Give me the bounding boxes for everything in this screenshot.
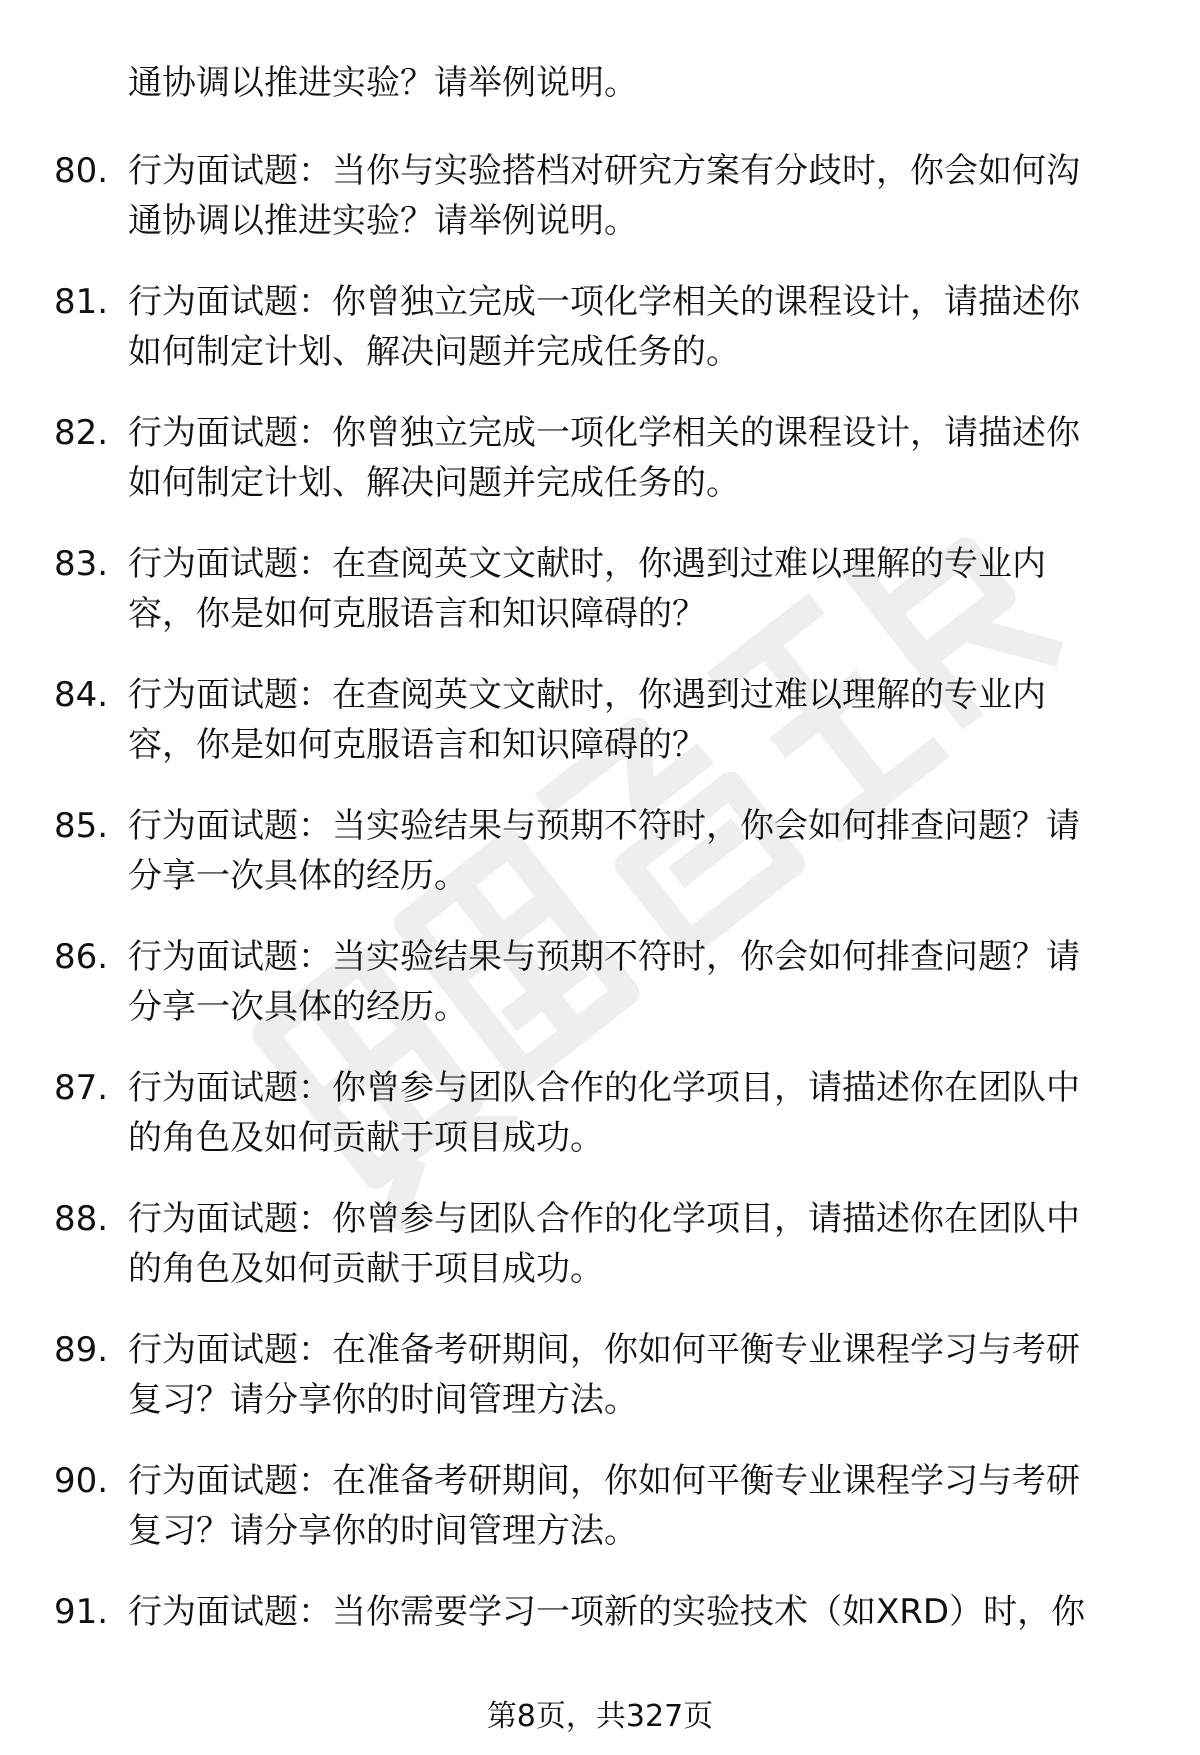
question-text-line: 行为面试题：你曾参与团队合作的化学项目，请描述你在团队中 xyxy=(128,1068,1080,1108)
question-text xyxy=(128,408,1140,508)
question-text-line: 行为面试题：在查阅英文文献时，你遇到过难以理解的专业内 xyxy=(128,675,1046,715)
question-item xyxy=(0,146,1200,277)
question-item xyxy=(0,801,1200,932)
question-text-line: 如何制定计划、解决问题并完成任务的。 xyxy=(128,332,740,372)
question-text xyxy=(128,801,1140,901)
question-text-line: 行为面试题：你曾独立完成一项化学相关的课程设计，请描述你 xyxy=(128,413,1080,453)
question-number: 80. xyxy=(54,151,109,191)
question-text xyxy=(128,1194,1140,1294)
question-number: 82. xyxy=(54,413,109,453)
question-text xyxy=(128,277,1140,377)
question-text xyxy=(128,1587,1140,1637)
question-text xyxy=(128,1456,1140,1556)
question-text-line: 行为面试题：在查阅英文文献时，你遇到过难以理解的专业内 xyxy=(128,544,1046,584)
question-text-line: 行为面试题：当实验结果与预期不符时，你会如何排查问题？请 xyxy=(128,806,1080,846)
question-item xyxy=(0,932,1200,1063)
question-number: 91. xyxy=(54,1592,109,1632)
question-list xyxy=(0,146,1200,1718)
question-text-line: 如何制定计划、解决问题并完成任务的。 xyxy=(128,463,740,503)
question-text xyxy=(128,146,1140,246)
question-text-line: 容，你是如何克服语言和知识障碍的？ xyxy=(128,594,706,634)
question-number: 85. xyxy=(54,806,109,846)
continued-question-text: 通协调以推进实验？请举例说明。 xyxy=(128,63,638,103)
question-text-line: 行为面试题：当实验结果与预期不符时，你会如何排查问题？请 xyxy=(128,937,1080,977)
question-text-line: 复习？请分享你的时间管理方法。 xyxy=(128,1380,638,1420)
question-item xyxy=(0,1325,1200,1456)
question-number: 90. xyxy=(54,1461,109,1501)
question-text-line: 行为面试题：当你与实验搭档对研究方案有分歧时，你会如何沟 xyxy=(128,151,1080,191)
question-text-line: 行为面试题：在准备考研期间，你如何平衡专业课程学习与考研 xyxy=(128,1461,1080,1501)
question-item xyxy=(0,408,1200,539)
page-number-footer: 第8页，共327页 xyxy=(486,1699,714,1734)
question-number: 84. xyxy=(54,675,109,715)
question-text xyxy=(128,670,1140,770)
question-text-line: 分享一次具体的经历。 xyxy=(128,987,468,1027)
question-text-line: 分享一次具体的经历。 xyxy=(128,856,468,896)
question-text xyxy=(128,539,1140,639)
question-text-line: 行为面试题：你曾参与团队合作的化学项目，请描述你在团队中 xyxy=(128,1199,1080,1239)
question-number: 88. xyxy=(54,1199,109,1239)
question-item xyxy=(0,1456,1200,1587)
question-text-line: 行为面试题：当你需要学习一项新的实验技术（如XRD）时，你 xyxy=(128,1592,1086,1632)
question-text-line: 行为面试题：你曾独立完成一项化学相关的课程设计，请描述你 xyxy=(128,282,1080,322)
question-text-line: 的角色及如何贡献于项目成功。 xyxy=(128,1249,604,1289)
question-text xyxy=(128,1325,1140,1425)
question-item xyxy=(0,539,1200,670)
question-text-line: 复习？请分享你的时间管理方法。 xyxy=(128,1511,638,1551)
question-item xyxy=(0,1063,1200,1194)
question-text-line: 的角色及如何贡献于项目成功。 xyxy=(128,1118,604,1158)
question-text-line: 行为面试题：在准备考研期间，你如何平衡专业课程学习与考研 xyxy=(128,1330,1080,1370)
question-text-line: 容，你是如何克服语言和知识障碍的？ xyxy=(128,725,706,765)
question-item xyxy=(0,670,1200,801)
question-text xyxy=(128,1063,1140,1163)
question-number: 81. xyxy=(54,282,109,322)
question-number: 86. xyxy=(54,937,109,977)
question-number: 89. xyxy=(54,1330,109,1370)
question-text xyxy=(128,932,1140,1032)
question-item xyxy=(0,277,1200,408)
question-text-line: 通协调以推进实验？请举例说明。 xyxy=(128,201,638,241)
question-number: 87. xyxy=(54,1068,109,1108)
question-number: 83. xyxy=(54,544,109,584)
question-item xyxy=(0,1194,1200,1325)
